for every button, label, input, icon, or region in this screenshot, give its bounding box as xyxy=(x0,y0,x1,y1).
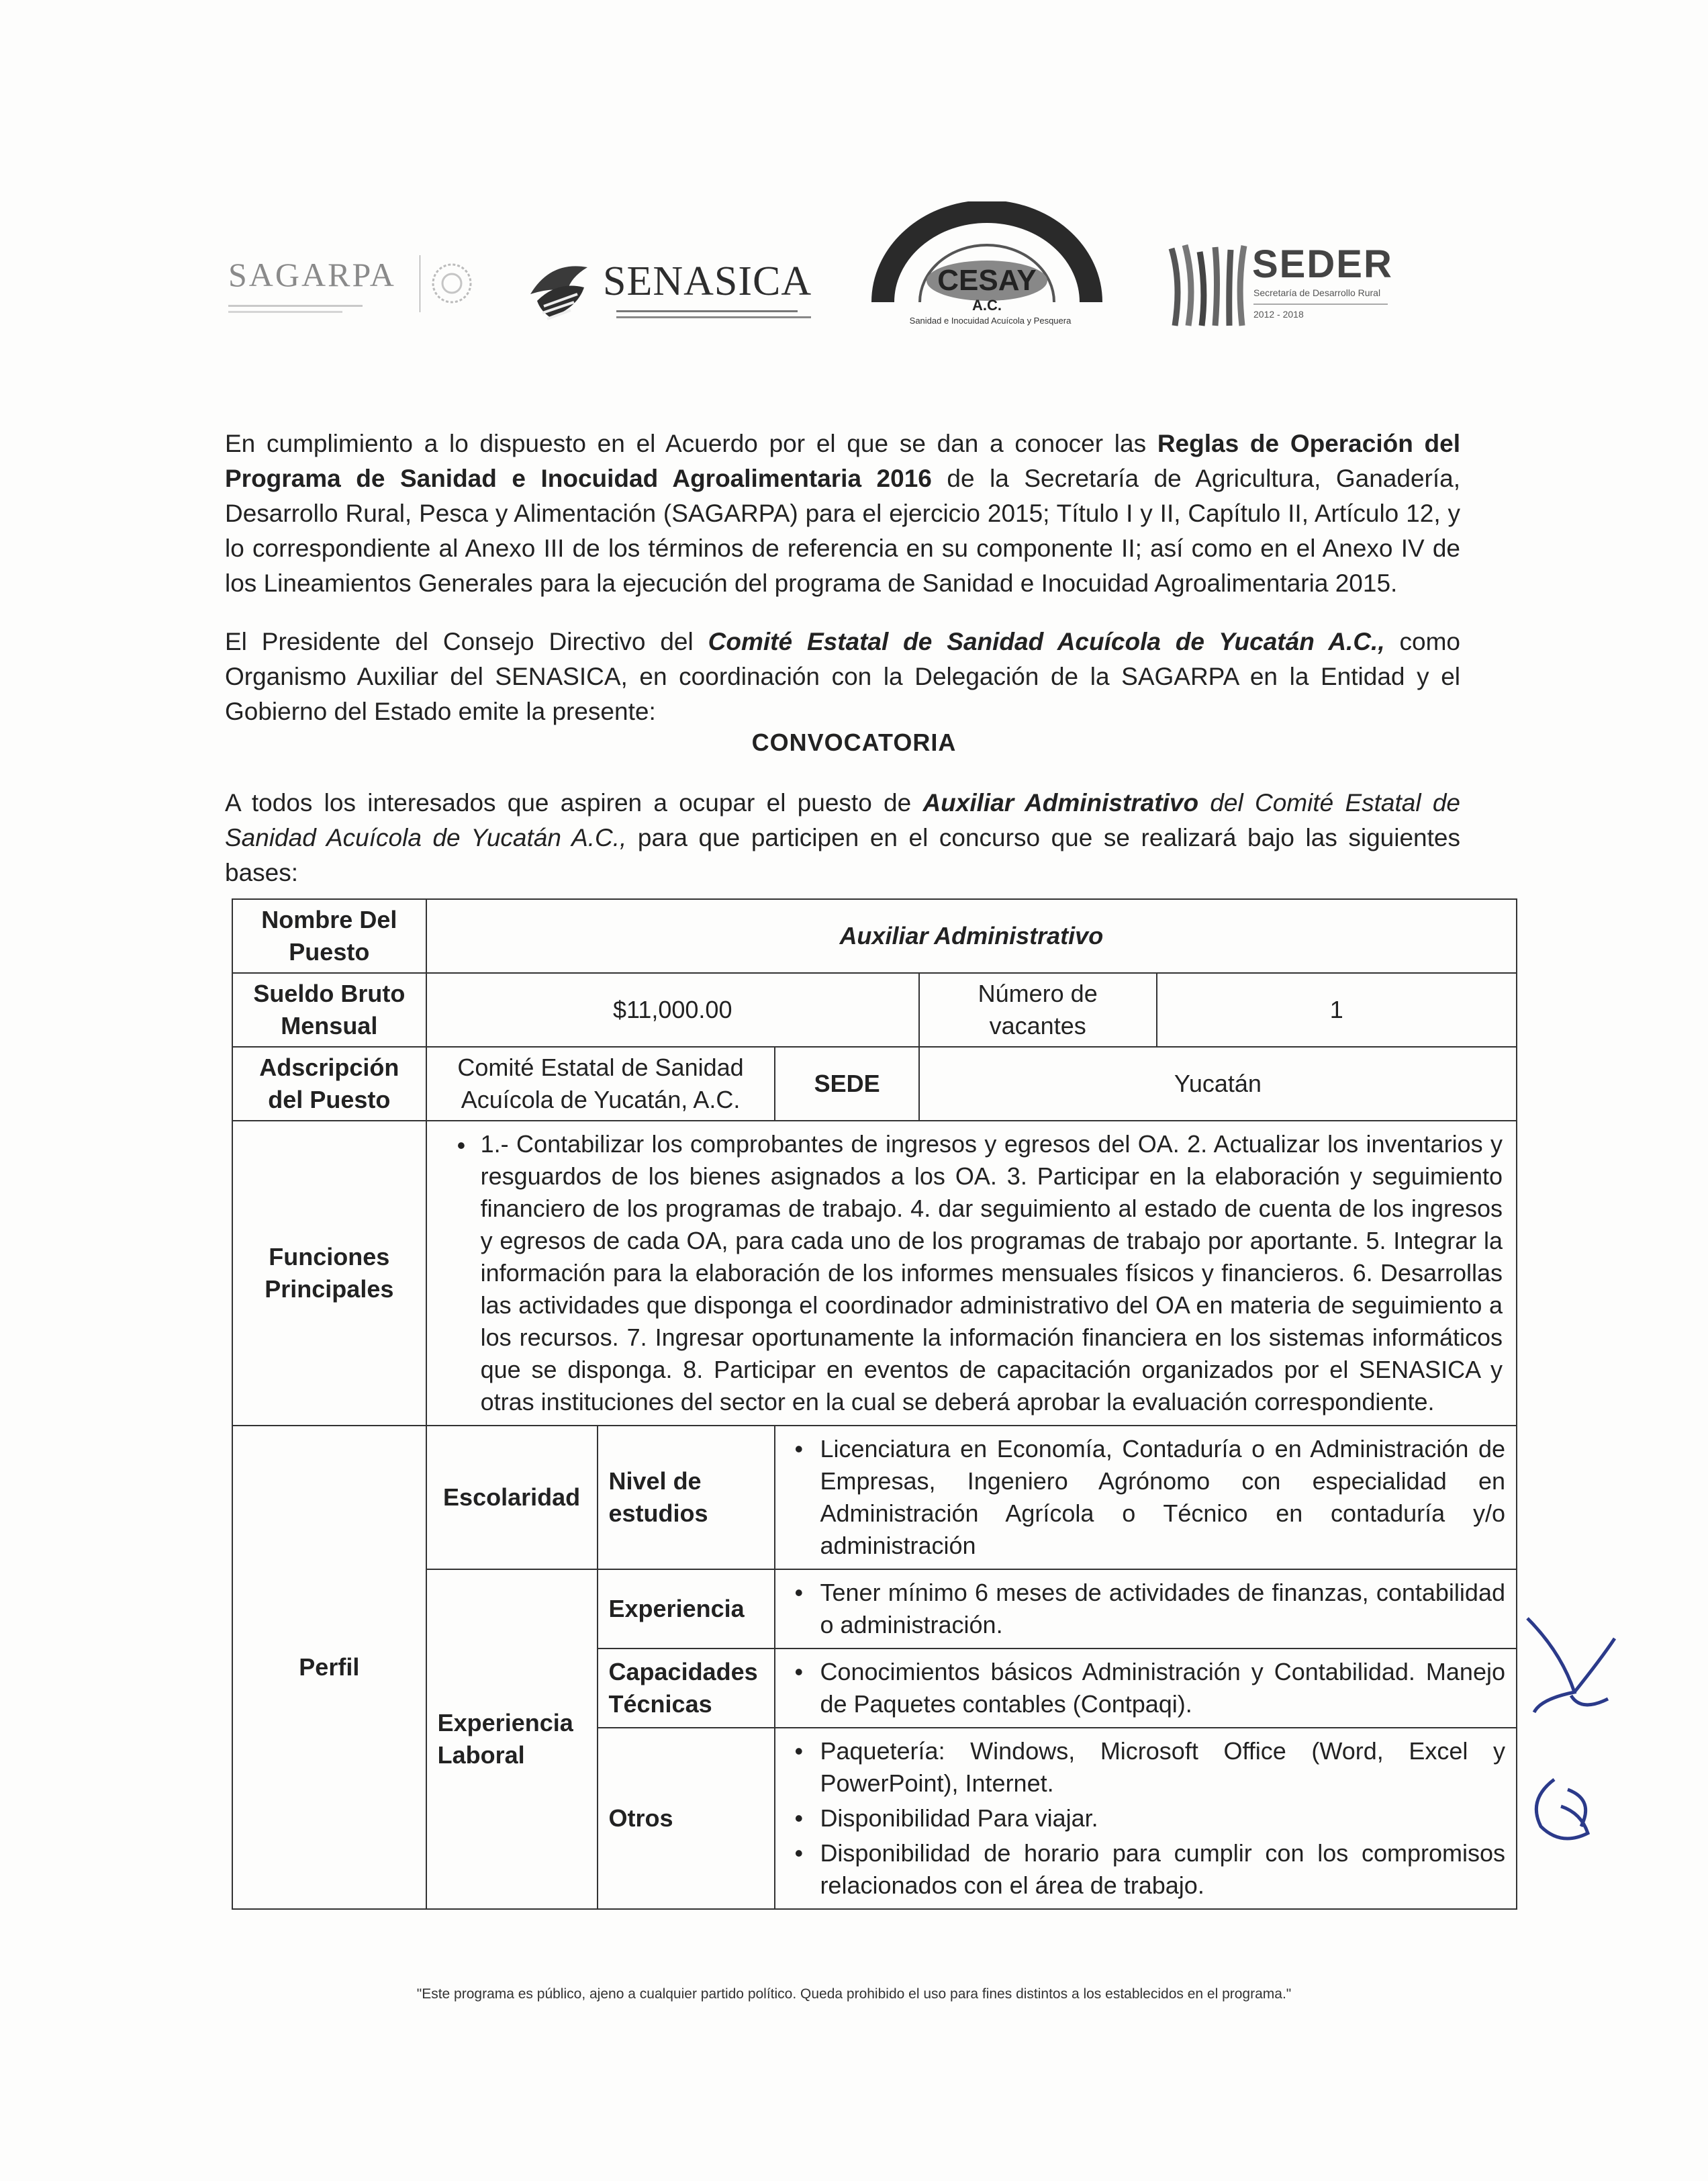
sede-value: Yucatán xyxy=(919,1047,1517,1121)
intro-p1-text-a: En cumplimiento a lo dispuesto en el Acuerdo por el que se dan a conocer las xyxy=(225,430,1157,457)
capacidades-label: Capacidades Técnicas xyxy=(598,1649,775,1728)
list-item: • Tener mínimo 6 meses de actividades de finanzas, contabilidad o administración. xyxy=(820,1577,1505,1641)
seder-logo xyxy=(1165,242,1433,329)
funciones-text: 1.- Contabilizar los comprobantes de ingresos y egresos del OA. 2. Actualizar los inventarios y resguardos de los bienes asignados a los OA. 3. Participar en la elaboración y seguimiento financiero de los programas de trabajo. 4. dar seguimiento al estado de cuenta de los ingresos y egresos de cada OA, para cada uno de los programas de trabajo por aportante. 5. Integrar la información para la elaboración de los informes mensuales físicos y financieros. 6. Desarrollas las actividades que disponga el coordinador administrativo del OA en materia de seguimiento a los recursos. 7. Ingresar oportunamente la información financiera en los sistemas informáticos que se disponga. 8. Participar en eventos de capacitación organizados por el SENASICA y otras instituciones del sector en la cual se deberá aprobar la evaluación correspondiente. xyxy=(480,1130,1503,1416)
list-item: • Disponibilidad Para viajar. xyxy=(820,1802,1505,1835)
sueldo-label: Sueldo Bruto Mensual xyxy=(232,973,426,1047)
funciones-value xyxy=(426,1121,1517,1426)
intro-p3-text-b: para que participen en el concurso que se realizará bajo las siguientes bases: xyxy=(225,824,1460,886)
mexico-seal-icon xyxy=(420,248,473,319)
vacantes-value: 1 xyxy=(1157,973,1517,1047)
cesay-tagline: Sanidad e Inocuidad Acuícola y Pesquera xyxy=(909,316,1072,326)
otros-label: Otros xyxy=(598,1728,775,1909)
intro-paragraph-2 xyxy=(225,624,1460,729)
nombre-label: Nombre Del Puesto xyxy=(232,899,426,973)
seder-emblem-icon xyxy=(1165,242,1249,329)
perfil-label: Perfil xyxy=(232,1426,426,1909)
vacantes-label: Número de vacantes xyxy=(919,973,1157,1047)
bullet-icon: • xyxy=(457,1131,466,1159)
intro-paragraph-1 xyxy=(225,426,1460,601)
list-item: • Licenciatura en Economía, Contaduría o en Administración de Empresas, Ingeniero Agrónomo con especialidad en Administración Agrícola o Técnico en contaduría y/o administración xyxy=(820,1433,1505,1562)
job-table xyxy=(232,898,1517,1910)
adscripcion-value: Comité Estatal de Sanidad Acuícola de Yucatán, A.C. xyxy=(426,1047,775,1121)
seder-subtitle-line1: Secretaría de Desarrollo Rural xyxy=(1253,287,1381,298)
seder-wordmark: SEDER xyxy=(1252,242,1393,286)
sueldo-value: $11,000.00 xyxy=(426,973,919,1047)
sagarpa-logo xyxy=(228,248,470,322)
experiencia-label: Experiencia xyxy=(598,1569,775,1649)
cesay-ac-label: A.C. xyxy=(972,297,1002,314)
otros-value xyxy=(775,1728,1517,1909)
sagarpa-subtitle-lines xyxy=(228,301,383,320)
table-row xyxy=(232,973,1517,1047)
nivel-value xyxy=(775,1426,1517,1569)
table-row xyxy=(232,899,1517,973)
senasica-wordmark: SENASICA xyxy=(603,259,812,304)
intro-p2-text-b: como Organismo Auxiliar del SENASICA, en coordinación con la Delegación de la SAGARPA en la Entidad y el Gobierno del Estado emite la presente: xyxy=(225,628,1461,725)
escolaridad-label: Escolaridad xyxy=(426,1426,598,1569)
sagarpa-wordmark: SAGARPA xyxy=(228,256,396,293)
list-item: • Paquetería: Windows, Microsoft Office (Word, Excel y PowerPoint), Internet. xyxy=(820,1735,1505,1800)
cesay-wordmark: CESAY xyxy=(937,264,1037,297)
cesay-arc-icon xyxy=(856,201,1118,316)
intro-p3-italic: del Comité Estatal de Sanidad Acuícola de Yucatán A.C., xyxy=(225,789,1460,851)
funciones-label: Funciones Principales xyxy=(232,1121,426,1426)
intro-p1-bold: Reglas de Operación del Programa de Sanidad e Inocuidad Agroalimentaria 2016 xyxy=(225,430,1461,492)
list-item: • Conocimientos básicos Administración y Contabilidad. Manejo de Paquetes contables (Contpaqi). xyxy=(820,1656,1505,1720)
table-row xyxy=(232,1047,1517,1121)
experiencia-value xyxy=(775,1569,1517,1649)
senasica-logo xyxy=(524,254,819,328)
table-row xyxy=(232,1426,1517,1569)
intro-paragraph-3 xyxy=(225,786,1460,890)
intro-p3-bold: Auxiliar Administrativo xyxy=(922,789,1199,817)
exp-laboral-label: Experiencia Laboral xyxy=(426,1569,598,1909)
cesay-logo xyxy=(856,201,1118,336)
list-item: • Disponibilidad de horario para cumplir con los compromisos relacionados con el área de trabajo. xyxy=(820,1837,1505,1902)
table-row xyxy=(232,1121,1517,1426)
intro-p1-text-b: de la Secretaría de Agricultura, Ganadería, Desarrollo Rural, Pesca y Alimentación (SAGARPA) para el ejercicio 2015; Título I y II, Capítulo II, Artículo 12, y lo correspondiente al Anexo III de los términos de referencia en su componente II; así como en el Anexo IV de los Lineamientos Generales para la ejecución del programa de Sanidad e Inocuidad Agroalimentaria 2015. xyxy=(225,465,1460,597)
intro-p2-bold: Comité Estatal de Sanidad Acuícola de Yucatán A.C., xyxy=(708,628,1385,655)
seder-subtitle xyxy=(1253,287,1428,320)
intro-p3-text-a: A todos los interesados que aspiren a ocupar el puesto de xyxy=(225,789,923,817)
adscripcion-label: Adscripción del Puesto xyxy=(232,1047,426,1121)
convocatoria-title: CONVOCATORIA xyxy=(751,729,957,756)
signature-marks xyxy=(1514,1612,1628,1894)
senasica-subtitle-lines xyxy=(616,306,811,318)
sede-label: SEDE xyxy=(775,1047,918,1121)
nivel-label: Nivel de estudios xyxy=(598,1426,775,1569)
capacidades-value xyxy=(775,1649,1517,1728)
footer-disclaimer: "Este programa es público, ajeno a cualquier partido político. Queda prohibido el uso para fines distintos a los establecidos en el programa." xyxy=(416,1986,1292,2002)
intro-p2-text-a: El Presidente del Consejo Directivo del xyxy=(225,628,708,655)
seder-subtitle-line2: 2012 - 2018 xyxy=(1253,309,1304,320)
nombre-value: Auxiliar Administrativo xyxy=(426,899,1517,973)
